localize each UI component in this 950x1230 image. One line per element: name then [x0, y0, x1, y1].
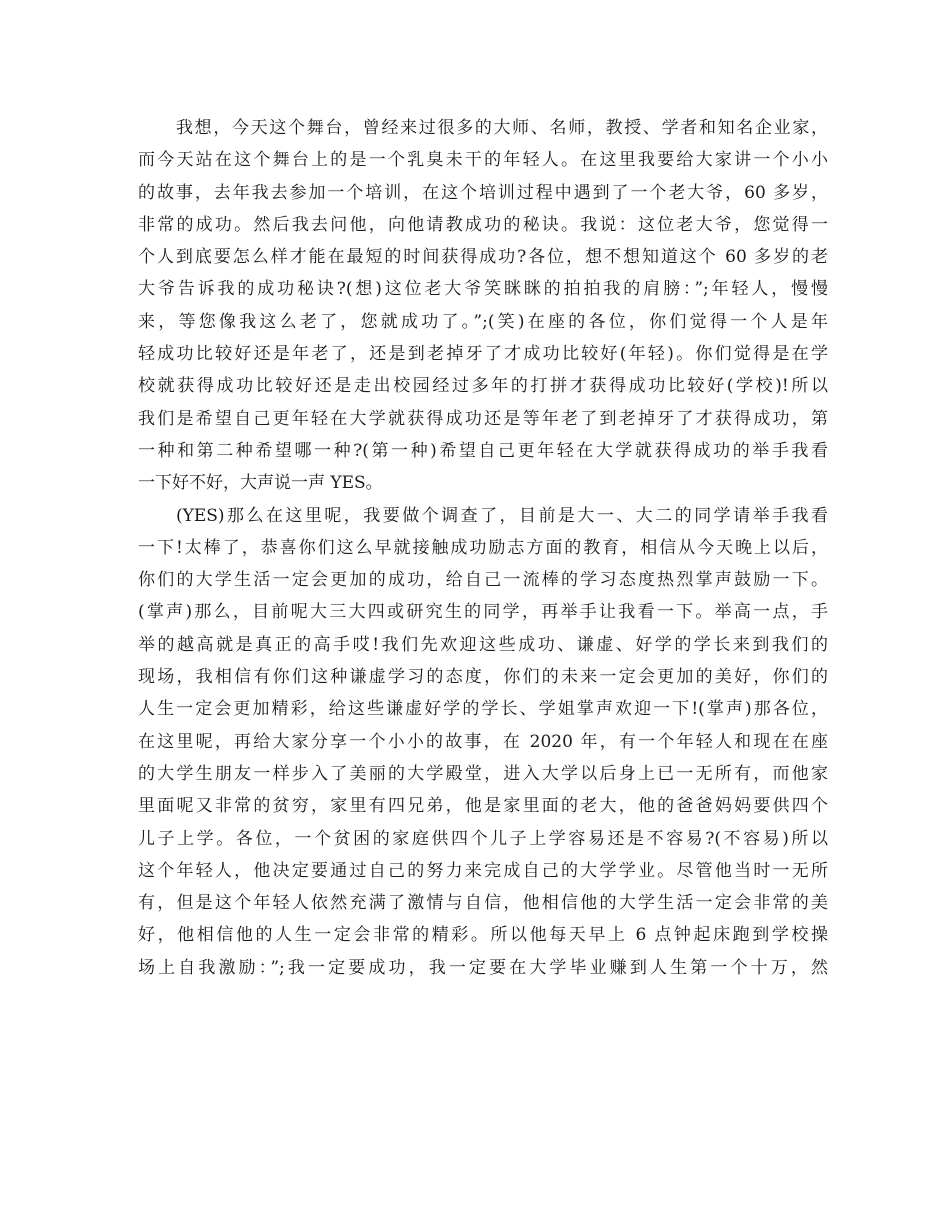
text-line: 一下好不好，大声说一声 YES。 — [138, 473, 383, 494]
body-text — [138, 112, 828, 984]
text-line: 你们的大学生活一定会更加的成功，给自己一流棒的学习态度热烈掌声鼓励一下。 — [138, 570, 828, 591]
text-line: 来，等您像我这么老了，您就成功了。”;(笑)在座的各位，你们觉得一个人是年 — [138, 311, 828, 332]
text-line: 大爷告诉我的成功秘诀?(想)这位老大爷笑眯眯的拍拍我的肩膀：”;年轻人，慢慢 — [138, 279, 828, 300]
text-line: 非常的成功。然后我去问他，向他请教成功的秘诀。我说：这位老大爷，您觉得一 — [138, 214, 828, 235]
text-line: 好，他相信他的人生一定会非常的精彩。所以他每天早上 6 点钟起床跑到学校操 — [138, 925, 828, 946]
paragraph — [138, 500, 828, 984]
text-line: 而今天站在这个舞台上的是一个乳臭未干的年轻人。在这里我要给大家讲一个小小 — [138, 150, 828, 171]
text-line: 我们是希望自己更年轻在大学就获得成功还是等年老了到老掉牙了才获得成功，第 — [138, 408, 828, 429]
text-line: 这个年轻人，他决定要通过自己的努力来完成自己的大学学业。尽管他当时一无所 — [138, 860, 828, 881]
text-line: 个人到底要怎么样才能在最短的时间获得成功?各位，想不想知道这个 60 多岁的老 — [138, 247, 828, 268]
text-line: 里面呢又非常的贫穷，家里有四兄弟，他是家里面的老大，他的爸爸妈妈要供四个 — [138, 796, 828, 817]
text-line: (掌声)那么，目前呢大三大四或研究生的同学，再举手让我看一下。举高一点，手 — [138, 602, 828, 623]
text-line: 的故事，去年我去参加一个培训，在这个培训过程中遇到了一个老大爷，60 多岁， — [138, 182, 828, 203]
text-line: 有，但是这个年轻人依然充满了激情与自信，他相信他的大学生活一定会非常的美 — [138, 893, 828, 914]
text-line: 轻成功比较好还是年老了，还是到老掉牙了才成功比较好(年轻)。你们觉得是在学 — [138, 344, 828, 365]
paragraph — [138, 112, 828, 500]
text-line: 一种和第二种希望哪一种?(第一种)希望自己更年轻在大学就获得成功的举手我看 — [138, 440, 828, 461]
text-line: (YES)那么在这里呢，我要做个调查了，目前是大一、大二的同学请举手我看 — [176, 505, 828, 526]
text-line: 儿子上学。各位，一个贫困的家庭供四个儿子上学容易还是不容易?(不容易)所以 — [138, 828, 828, 849]
text-line: 的大学生朋友一样步入了美丽的大学殿堂，进入大学以后身上已一无所有，而他家 — [138, 763, 828, 784]
text-line: 现场，我相信有你们这种谦虚学习的态度，你们的未来一定会更加的美好，你们的 — [138, 667, 828, 688]
text-line: 场上自我激励：”;我一定要成功，我一定要在大学毕业赚到人生第一个十万，然 — [138, 957, 828, 978]
text-line: 一下!太棒了，恭喜你们这么早就接触成功励志方面的教育，相信从今天晚上以后， — [138, 537, 828, 558]
text-line: 在这里呢，再给大家分享一个小小的故事，在 2020 年，有一个年轻人和现在在座 — [138, 731, 828, 752]
text-line: 人生一定会更加精彩，给这些谦虚好学的学长、学姐掌声欢迎一下!(掌声)那各位， — [138, 699, 828, 720]
text-line: 举的越高就是真正的高手哎!我们先欢迎这些成功、谦虚、好学的学长来到我们的 — [138, 634, 828, 655]
text-line: 校就获得成功比较好还是走出校园经过多年的打拼才获得成功比较好(学校)!所以 — [138, 376, 828, 397]
text-line: 我想，今天这个舞台，曾经来过很多的大师、名师，教授、学者和知名企业家， — [176, 118, 828, 138]
